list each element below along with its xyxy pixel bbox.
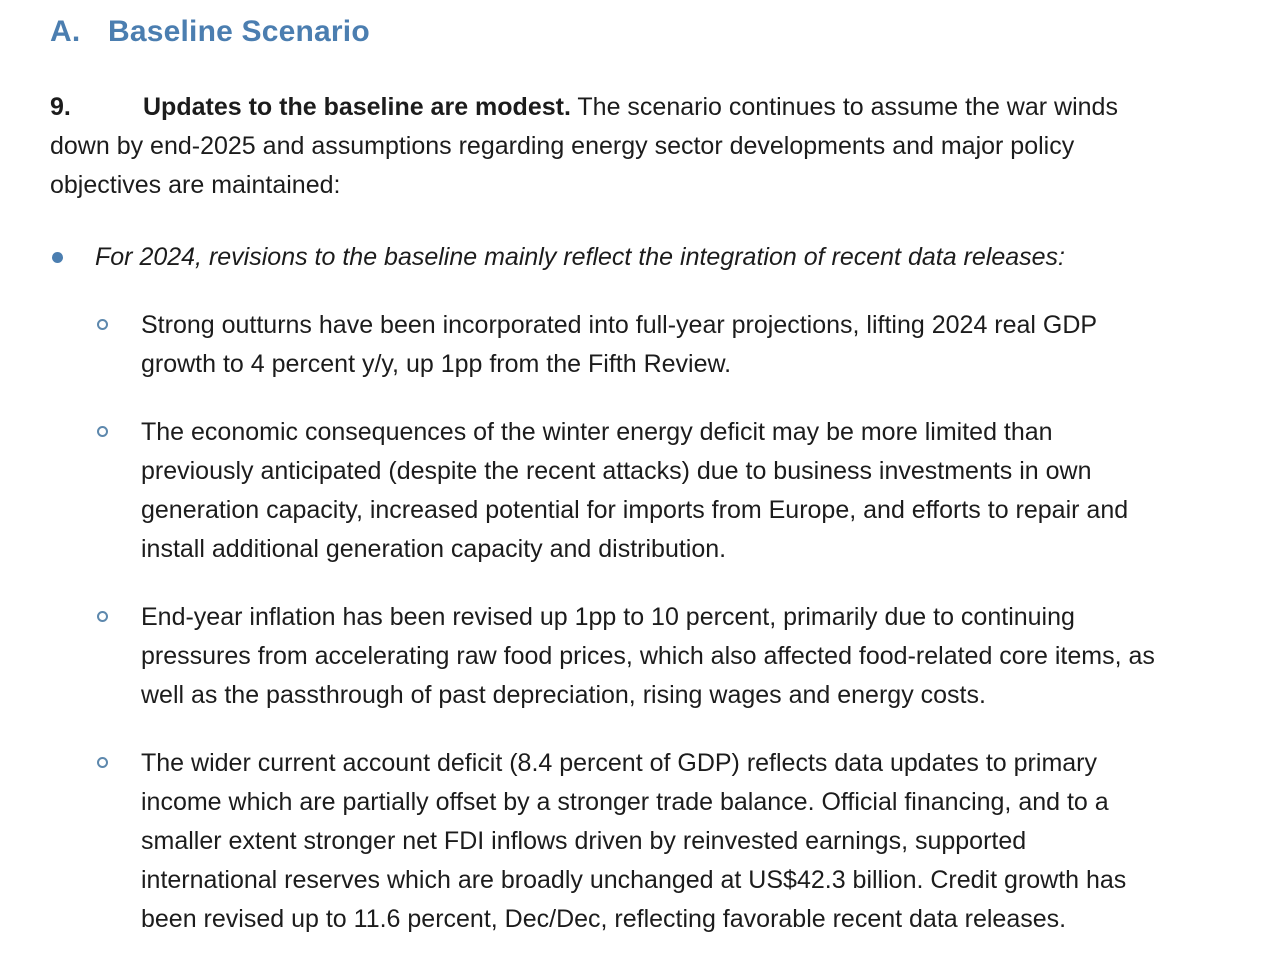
paragraph-lead-bold: Updates to the baseline are modest.: [143, 93, 571, 121]
paragraph-line1-rest: The scenario continues to assume the war winds: [570, 93, 1118, 121]
text-line: previously anticipated (despite the recent attacks) due to business investments in own: [141, 457, 1092, 485]
paragraph-9: [50, 88, 1240, 205]
text-line: been revised up to 11.6 percent, Dec/Dec, reflecting favorable recent data releases.: [141, 905, 1067, 933]
bullet-circle-icon: [97, 757, 108, 768]
sub-bullet-item: [50, 744, 1240, 939]
text-line: income which are partially offset by a stronger trade balance. Official financing, and to a: [141, 788, 1109, 816]
bullet-circle-icon: [97, 426, 108, 437]
paragraph-number: 9.: [50, 93, 71, 121]
text-line: Strong outturns have been incorporated into full-year projections, lifting 2024 real GDP: [141, 311, 1098, 339]
text-line: End-year inflation has been revised up 1pp to 10 percent, primarily due to continuing: [141, 603, 1075, 631]
sub-bullet-text: [141, 413, 1240, 569]
bullet-text: For 2024, revisions to the baseline mainly reflect the integration of recent data releases:: [95, 243, 1065, 271]
paragraph-line: [50, 88, 1240, 127]
sub-bullet-text: [141, 598, 1240, 715]
text-line: well as the passthrough of past depreciation, rising wages and energy costs.: [141, 681, 986, 709]
text-line: The wider current account deficit (8.4 percent of GDP) reflects data updates to primary: [141, 749, 1097, 777]
bullet-disc-icon: [52, 252, 63, 263]
sub-bullet-item: [50, 306, 1240, 384]
text-line: growth to 4 percent y/y, up 1pp from the Fifth Review.: [141, 350, 732, 378]
text-line: smaller extent stronger net FDI inflows driven by reinvested earnings, supported: [141, 827, 1027, 855]
bullet-circle-icon: [97, 611, 108, 622]
text-line: generation capacity, increased potential for imports from Europe, and efforts to repair and: [141, 496, 1129, 524]
text-line: The economic consequences of the winter energy deficit may be more limited than: [141, 418, 1053, 446]
sub-bullet-item: [50, 413, 1240, 569]
text-line: pressures from accelerating raw food prices, which also affected food-related core items, as: [141, 642, 1155, 670]
sub-bullet-text: [141, 306, 1240, 384]
sub-bullet-text: [141, 744, 1240, 939]
paragraph-line: objectives are maintained:: [50, 171, 341, 199]
text-line: install additional generation capacity and distribution.: [141, 535, 727, 563]
bullet-item: [50, 238, 1240, 277]
sub-bullet-item: [50, 598, 1240, 715]
section-letter: A.: [50, 15, 81, 48]
section-heading: [50, 12, 1240, 52]
paragraph-line: down by end-2025 and assumptions regarding energy sector developments and major policy: [50, 132, 1075, 160]
section-title: Baseline Scenario: [108, 15, 370, 48]
bullet-circle-icon: [97, 319, 108, 330]
text-line: international reserves which are broadly unchanged at US$42.3 billion. Credit growth has: [141, 866, 1127, 894]
